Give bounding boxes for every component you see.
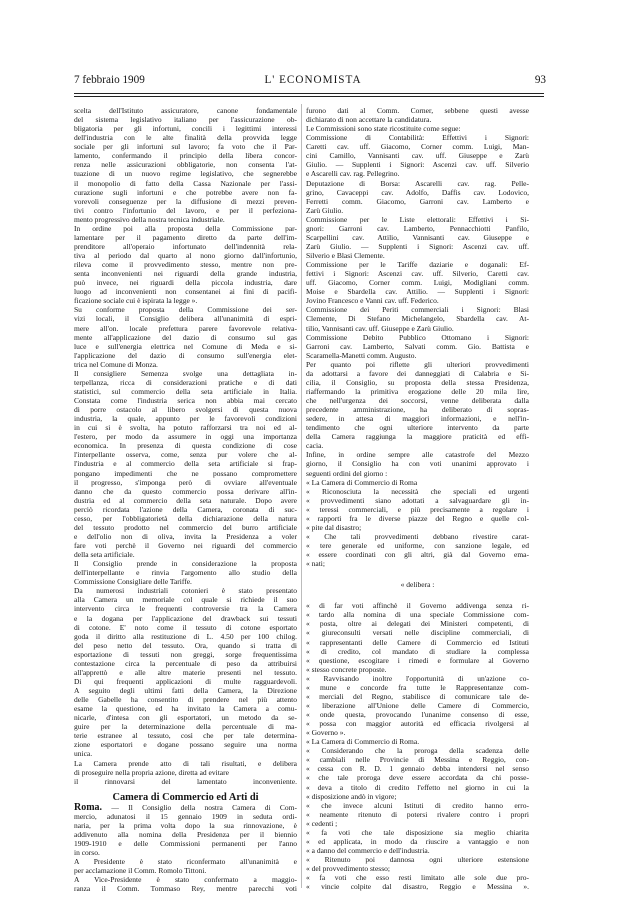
text-line: Da numerosi industriali cotonieri è stato presentato bbox=[74, 586, 297, 596]
text-line: « a danno del commercio e dell'industria. bbox=[306, 845, 430, 855]
text-line: il progresso, s'imponga però di ovviare all'eventuale bbox=[74, 477, 297, 487]
text-line: in corso. bbox=[74, 848, 100, 857]
text-line: per acclamazione il Comm. Romolo Tittoni. bbox=[74, 866, 207, 876]
text-line: Silverio e Blasi Clemente. bbox=[306, 251, 385, 260]
text-line: dichiarato di non accettare la candidatura. bbox=[306, 115, 432, 125]
text-line: da adottarsi a favore dei danneggiati di Calabria e Si- bbox=[306, 368, 529, 378]
text-line: « Riconosciuta la necessità che speciali ed urgenti bbox=[306, 486, 529, 496]
text-line: lamentare per il pagamento diretto da parte dell'im- bbox=[74, 232, 297, 242]
text-line: « che invece alcuni Istituti di credito hanno erro- bbox=[306, 800, 529, 810]
text-line: scelta dell'Istituto assicuratore, canone fondamentale bbox=[74, 106, 297, 115]
text-line: « nati; bbox=[306, 559, 325, 569]
text-line: Di qui frequenti applicazioni di multe ragguardevoli. bbox=[74, 676, 297, 686]
text-line: il monopolio di fatto della Cassa Nazionale per l'assi- bbox=[74, 178, 297, 188]
text-line: unica. bbox=[74, 749, 93, 759]
text-line: gnori: Garroni cav. Lamberto, Pennacchiotti Panfilo, bbox=[306, 223, 529, 233]
text-line: cesso, per l'obbligatorietà della dichiarazione della natura bbox=[74, 513, 297, 523]
text-line: « di far voti affinchè il Governo addivenga senza ri- bbox=[306, 601, 529, 611]
page-number: 93 bbox=[534, 74, 546, 86]
text-line: A Presidente è stato riconfermato all'unanimità e bbox=[74, 857, 297, 867]
text-line: tendimento che ogni ulteriore intervento da parte bbox=[306, 423, 529, 433]
text-line: zione esportatori e dogane possano seguire una norma bbox=[74, 740, 297, 750]
text-line: nicarle, d'intesa con gli esportatori, un metodo da se- bbox=[74, 713, 297, 723]
text-line: tiva al periodo dal quarto al nono giorno dall'infortunio, bbox=[74, 251, 297, 260]
text-line: esportazione di tessuti non greggi, sorge frequentissima bbox=[74, 649, 297, 659]
text-line: luce e sull'energia elettrica nel Comune di Meda e si- bbox=[74, 341, 297, 351]
text-line: contestazione circa la percentuale di peso da attribuirsi bbox=[74, 658, 297, 668]
text-line: delle Gabelle ha consentito di prendere nel più attento bbox=[74, 695, 297, 705]
text-line: « possa con maggior autorità ed efficacia rivolgersi al bbox=[306, 719, 529, 729]
text-line: Commissione Debito Pubblico Ottomano i Signori: bbox=[306, 332, 529, 342]
text-line: renza nelle assicurazioni obbligatorie, non consenta l'at- bbox=[74, 160, 297, 170]
text-line: giorno, il Consiglio ha con voti unanimi approvato i bbox=[306, 459, 529, 469]
text-line: furono dati al Comm. Corner, sebbene questi avesse bbox=[306, 106, 529, 115]
text-line: Garroni cav. Lamberto, Salvati comm. Gio. Battista e bbox=[306, 341, 529, 351]
text-line: perciò ricordata l'azione della Camera, coronata di suc- bbox=[74, 504, 297, 514]
text-line: mento progressivo della nostra tecnica industriale. bbox=[74, 214, 225, 224]
text-line: del tessuto prodotto nel commercio del burro artificiale bbox=[74, 522, 297, 532]
text-line: « giureconsulti versati nelle discipline commerciali, di bbox=[306, 628, 529, 638]
text-line: rileva come il provvedimento stesso, mentre non pre- bbox=[74, 260, 297, 270]
text-line: trica nel Comune di Monza. bbox=[74, 359, 158, 369]
text-line: del peso netto del tessuto. Ora, quando si tratta di bbox=[74, 640, 297, 650]
text-line: riaffermando la primitiva erogazione delle 20 mila lire, bbox=[306, 386, 529, 396]
text-line: « Che tali provvedimenti debbano rivestire carat- bbox=[306, 531, 529, 541]
text-line: di cotone. E' noto come il tessuto di cotone esportato bbox=[74, 622, 297, 632]
text-line: Commissione di Contabilità: Effettivi i Signori: bbox=[306, 133, 529, 143]
text-line: « teressi commerciali, e più precisamente a regolare i bbox=[306, 504, 529, 514]
text-line: « rappresentanti delle Camere di Commercio ed Istituti bbox=[306, 637, 529, 647]
text-line: terpellanza, ricca di considerazioni pratiche e di dati bbox=[74, 377, 297, 387]
text-line: « onde questa, provocando l'unanime consenso di esse, bbox=[306, 710, 529, 719]
text-line: del sistema legislativo italiano per l'assicurazione ob- bbox=[74, 115, 297, 125]
text-line: « Governo ». bbox=[306, 728, 346, 738]
text-line: intervento circa le frequenti controversie tra la Camera bbox=[74, 604, 297, 614]
text-line: Per quanto poi riflette gli ulteriori provvedimenti bbox=[306, 359, 529, 369]
text-line: « cessa con R. D. 1 gennaio debba intendersi nel senso bbox=[306, 764, 529, 774]
section-heading: Camera di Commercio ed Arti di bbox=[112, 791, 259, 803]
text-line: di proseguire nella propria azione, diretta ad evitare bbox=[74, 767, 229, 777]
text-line: « merciali del Regno, stabilisce di comunicare tale de- bbox=[306, 691, 529, 701]
text-line: e la dogana per l'applicazione del drawback sui tessuti bbox=[74, 613, 297, 623]
section-lead-line bbox=[74, 803, 297, 812]
text-line: « deva a titolo di credito l'effetto nel giorno in cui la bbox=[306, 782, 529, 792]
text-line: ficazione sociale cui è ispirata la legge ». bbox=[74, 296, 198, 306]
text-line: Zarù Giulio. — Supplenti i Signori: Ascenzi cav. uff. bbox=[306, 241, 529, 251]
text-line: tivi contro l'infortunio del lavoro, e per il perfeziona- bbox=[74, 205, 297, 215]
text-line: all'apprettò e alle altre materie presenti nel tessuto. bbox=[74, 667, 297, 677]
text-line: Moise e Sbardella cav. Attilio. — Supplenti i Signori: bbox=[306, 287, 529, 297]
text-line: l'estero, per modo da assumere in oggi una importanza bbox=[74, 432, 297, 442]
right-column bbox=[306, 106, 529, 891]
text-line: « neamente ritenuto di potersi rivalere contro i propri bbox=[306, 809, 529, 819]
text-line: curazione sugli infortuni e che potrebbe avere non fa- bbox=[74, 187, 297, 197]
text-line: tilio, Vannisanti cav. uff. Giuseppe e Zarù Giulio. bbox=[306, 323, 454, 333]
text-line: A Vice-Presidente è stato confermato a maggio- bbox=[74, 875, 297, 885]
text-line: Il consigliere Semenza svolge una dettagliata in- bbox=[74, 368, 297, 378]
text-line: « fa voti che esso resti limitato alle sole due pro- bbox=[306, 873, 529, 883]
text-line: « La Camera di Commercio di Roma. bbox=[306, 737, 420, 747]
text-line: Constata come l'industria serica non abbia mai cercato bbox=[74, 396, 297, 405]
column-divider bbox=[301, 104, 302, 888]
text-line: che nell'urgenza dei soccorsi, venne deliberata dalla bbox=[306, 396, 529, 405]
text-line: alla Camera un memoriale col quale si richiede il suo bbox=[74, 595, 297, 605]
text-line: il rinnovarsi del lamentato inconveniente. bbox=[74, 776, 297, 786]
text-line: « di credito, col mandato di studiare la complessa bbox=[306, 646, 529, 656]
text-line: terie estranee al tessuto, così che per tale determina- bbox=[74, 731, 297, 741]
text-line: Infine, in ordine sempre alle catastrofe del Mezzo bbox=[306, 450, 529, 460]
text-line: addivenuto alla nomina della Presidenza per il biennio bbox=[74, 829, 297, 839]
text-line: l'industria e al commercio della seta artificiale si frap- bbox=[74, 459, 297, 469]
journal-title: L' ECONOMISTA bbox=[264, 74, 362, 86]
text-line: « mune e concorde fra tutte le Rappresentanze com- bbox=[306, 682, 529, 692]
text-line: economica. In presenza di questa condizione di cose bbox=[74, 441, 297, 451]
text-line: Commissione per le Liste elettorali: Effettivi i Si- bbox=[306, 214, 529, 224]
text-line: di porre ostacolo al libero svolgersi di questa nuova bbox=[74, 405, 297, 415]
text-line: Commissione Consigliare delle Tariffe. bbox=[74, 577, 192, 587]
text-line: Il Consiglio prende in considerazione la proposta bbox=[74, 559, 297, 569]
text-line: luogo ad inconvenienti non consentanei ai fini di pacifi- bbox=[74, 287, 297, 297]
text-line: tuazione di un nuovo regime legislativo, che segnerebbe bbox=[74, 169, 297, 179]
text-line: « fa voti che tale disposizione sia meglio chiarita bbox=[306, 827, 529, 837]
text-line: cilia, il Consiglio, su proposta della stessa Presidenza, bbox=[306, 377, 529, 387]
text-line: Zarù Giulio. bbox=[306, 205, 344, 215]
text-line: « cambiali nelle Provincie di Messina e Reggio, con- bbox=[306, 755, 529, 765]
text-line: guire per la determinazione della percentuale di ma- bbox=[74, 722, 297, 732]
text-line: « cedenti ; bbox=[306, 818, 338, 828]
text-line: mere all'on. locale prefettura parere favorevole relativa- bbox=[74, 323, 297, 333]
text-line: vorevoli conseguenze per la diffusione di mezzi preven- bbox=[74, 196, 297, 206]
text-line: seguenti ordini del giorno : bbox=[306, 468, 388, 478]
text-line: « stesso concrete proposte. bbox=[306, 664, 387, 674]
header-rule-thin bbox=[74, 96, 544, 97]
text-line: « tardo alla nomina di una speciale Commissione com- bbox=[306, 610, 529, 620]
text-line: Le Commissioni sono state ricostituite come segue: bbox=[306, 124, 461, 134]
text-line: sedere, in attesa di maggiori informazioni, e nell'in- bbox=[306, 414, 529, 424]
text-line: precedente amministrazione, ha deliberato di sopras- bbox=[306, 405, 529, 415]
text-line: — Il Consiglio della nostra Camera di Com- bbox=[102, 802, 297, 812]
text-line: 1909-1910 e delle Commissioni permanenti per l'anno bbox=[74, 838, 297, 848]
text-line: dell'industria con le alte finalità della provvida legge bbox=[74, 133, 297, 143]
text-line: ranza il Comm. Tommaso Rey, mentre parecchi voti bbox=[74, 884, 297, 894]
text-line: A seguito degli ultimi fatti della Camera, la Direzione bbox=[74, 686, 297, 695]
text-line: Commissione per le Tariffe daziarie e doganali: Ef- bbox=[306, 260, 529, 270]
text-line: danno che da questo commercio possa derivare all'in- bbox=[74, 486, 297, 496]
text-line: dustria ed al commercio della seta naturale. Dopo avere bbox=[74, 495, 297, 505]
text-line: Clemente, Di Stefano Michelangelo, Sbardella cav. At- bbox=[306, 314, 529, 324]
text-line: « Considerando che la proroga della scadenza delle bbox=[306, 746, 529, 756]
text-line: « tere generale ed uniforme, con sanzione legale, ed bbox=[306, 541, 529, 550]
text-line: grino, Cavaceppi cav. Adolfo, Daffis cav. Lodovico, bbox=[306, 187, 529, 197]
text-line: cacia. bbox=[306, 441, 324, 451]
text-line: prenditore all'operaio infortunato dell'indennità rela- bbox=[74, 241, 297, 251]
resolution-delibera: « delibera : bbox=[400, 580, 435, 590]
text-line: « provvedimenti siano adottati a salvaguardare gli in- bbox=[306, 495, 529, 505]
text-line: « Ravvisando inoltre l'opportunità di un'azione co- bbox=[306, 673, 529, 683]
text-line: Scarpellini cav. Attilio, Vannisanti cav. Giuseppe e bbox=[306, 232, 529, 242]
header-date: 7 febbraio 1909 bbox=[74, 74, 145, 86]
text-line: « disposizione andò in vigore; bbox=[306, 791, 397, 801]
text-line: in cui si è svolta, ha potuto rafforzarsi tra noi ed al- bbox=[74, 423, 297, 433]
text-line: « rapporti fra le diverse piazze del Regno e quelle col- bbox=[306, 513, 529, 523]
text-line: sociale per gli infortuni sul lavoro; fa voto che il Par- bbox=[74, 142, 297, 152]
text-line: Su conforme proposta della Commissione dei ser- bbox=[74, 305, 297, 315]
text-line: « La Camera di Commercio di Roma bbox=[306, 477, 418, 487]
text-line: fare voti perchè il Governo nei riguardi del commercio bbox=[74, 541, 297, 550]
text-line: « vincie colpite dal disastro, Reggio e Messina ». bbox=[306, 882, 529, 892]
text-line: statistici, sul commercio della seta artificiale in Italia. bbox=[74, 386, 297, 396]
text-line: e dell'olio non di oliva, invita la Presidenza a voler bbox=[74, 531, 297, 541]
text-line: naria, per la prima volta dopo la sua rinnovazione, è bbox=[74, 820, 297, 830]
text-line: dell'interpellante e rinvia l'argomento allo studio della bbox=[74, 568, 297, 578]
text-line: mente all'applicazione del dazio di consumo sul gas bbox=[74, 332, 297, 342]
text-line: l'applicazione del dazio di consumo sull'energia elet- bbox=[74, 350, 297, 360]
text-line: Scaramella-Manetti comm. Augusto. bbox=[306, 350, 417, 360]
text-line: bligatoria per gli infortuni, concili i legittimi interessi bbox=[74, 124, 297, 134]
text-line: della seta artificiale. bbox=[74, 550, 135, 560]
text-line: « liberazione all'Unione delle Camere di Commercio, bbox=[306, 700, 529, 710]
text-line: « del provvedimento stesso; bbox=[306, 864, 390, 874]
header-rule bbox=[74, 93, 544, 94]
text-line: della Camera raggiunga la maggiore praticità ed effi- bbox=[306, 432, 529, 442]
text-line: Giulio. — Supplenti i Signori: Ascenzi cav. uff. Silverio bbox=[306, 160, 529, 170]
text-line: industria, la quale, appunto per le favorevoli condizioni bbox=[74, 414, 297, 424]
text-line: Ferretti comm. Giacomo, Garroni cav. Lamberto e bbox=[306, 196, 529, 206]
section-lead: Roma. bbox=[74, 802, 103, 812]
text-line: e Ascarelli cav. rag. Pellegrino. bbox=[306, 169, 400, 179]
text-line: l'interpellante osserva, come, senza pur volere che al- bbox=[74, 450, 297, 460]
text-line: uff. Giacomo, Corner comm. Luigi, Modigliani comm. bbox=[306, 278, 529, 288]
text-line: pongano impedimenti che ne possano compromettere bbox=[74, 468, 297, 478]
text-line: lamento, confermando il principio della libera concor- bbox=[74, 151, 297, 161]
text-line: esame la questione, ed ha invitato la Camera a comu- bbox=[74, 704, 297, 714]
text-line: Caretti cav. uff. Giacomo, Corner comm. Luigi, Man- bbox=[306, 142, 529, 152]
text-line: In ordine poi alla proposta della Commissione par- bbox=[74, 223, 297, 233]
left-column bbox=[74, 106, 297, 893]
text-line: Jovino Francesco e Vanni cav. uff. Federico. bbox=[306, 296, 439, 306]
text-line: fettivi i Signori: Ascenzi cav. uff. Silverio, Caretti cav. bbox=[306, 269, 529, 279]
text-line: « essere coordinati con gli altri, già dal Governo ema- bbox=[306, 550, 529, 560]
text-line: « posta, oltre ai delegati dei Ministeri competenti, di bbox=[306, 619, 529, 629]
text-line: Commissione dei Periti commerciali i Signori: Blasi bbox=[306, 305, 529, 315]
text-line: vizi locali, il Consiglio delibera all'unanimità di espri- bbox=[74, 314, 297, 324]
text-line: « che tale proroga deve essere accordata da chi posse- bbox=[306, 773, 529, 783]
text-line: « Ritenuto poi dannosa ogni ulteriore estensione bbox=[306, 855, 529, 864]
text-line: « ed applicata, in modo da riuscire a vantaggio e non bbox=[306, 836, 529, 846]
text-line: può invece, nei riguardi della piccola industria, dare bbox=[74, 278, 297, 288]
text-line: « questione, escogitare i rimedi e formulare al Governo bbox=[306, 655, 529, 665]
text-line: senta inconvenienti nei riguardi della grande industria, bbox=[74, 269, 297, 279]
text-line: goda il diritto alla restituzione di L. 4.50 per 100 chilog. bbox=[74, 631, 297, 641]
text-line: La Camera prende atto di tali risultati, e delibera bbox=[74, 758, 297, 768]
text-line: « pite dal disastro; bbox=[306, 522, 362, 532]
text-line: Deputazione di Borsa: Ascarelli cav. rag. Pelle- bbox=[306, 178, 529, 188]
text-line: mercio, adunatosi il 15 gennaio 1909 in seduta ordi- bbox=[74, 811, 297, 821]
text-line: cini Camillo, Vannisanti cav. uff. Giuseppe e Zarù bbox=[306, 151, 529, 161]
